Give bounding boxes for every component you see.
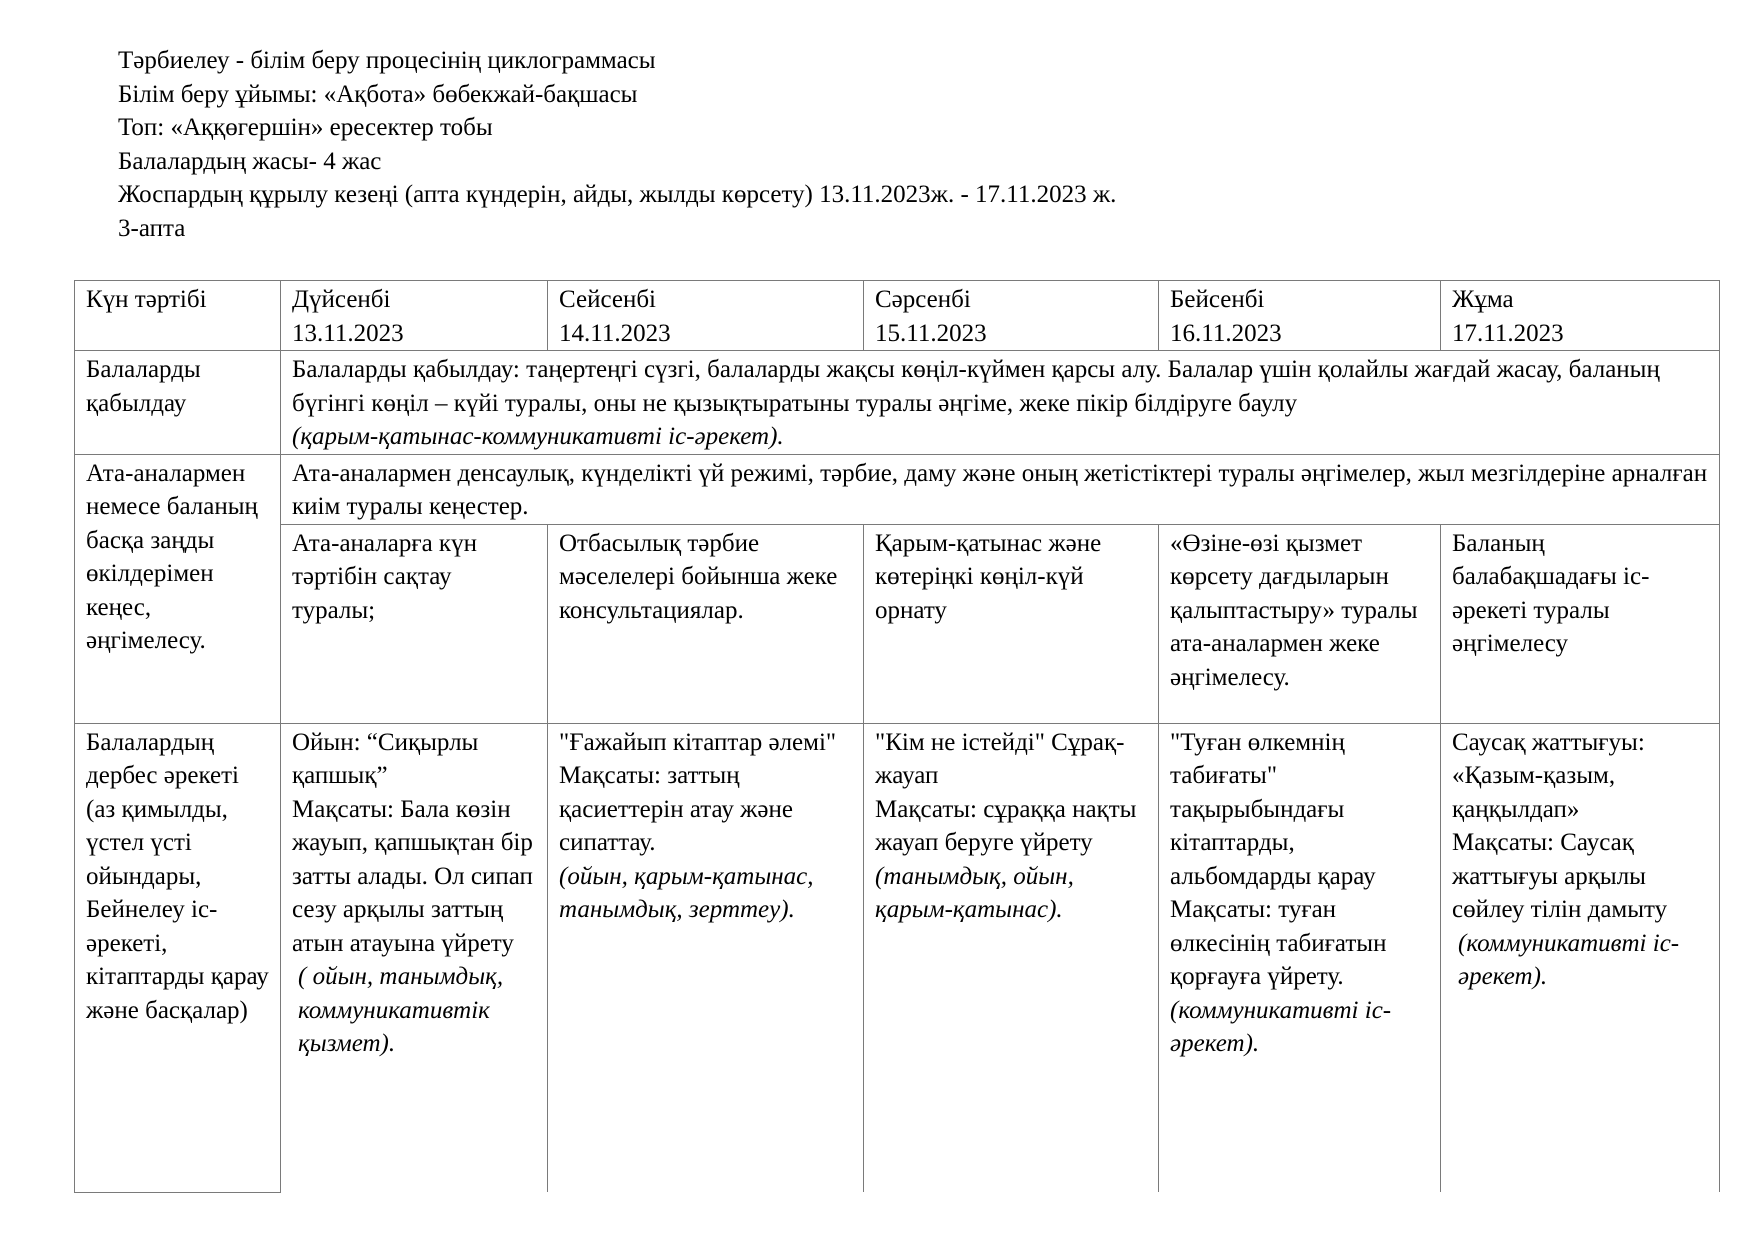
day-date: 15.11.2023 [875, 319, 987, 347]
parents-thursday-cell: «Өзіне-өзі қызмет көрсету дағдыларын қалыптастыру» туралы ата-аналармен жеке әңгімелесу. [1159, 524, 1441, 723]
day-header-friday [1441, 281, 1720, 351]
table-row-activity [75, 723, 1720, 1192]
activity-note: (ойын, қарым-қатынас, танымдық, зерттеу). [559, 862, 814, 923]
activity-goal: Мақсаты: Саусақ жаттығуы арқылы сөйлеу тілін дамыту [1452, 829, 1668, 923]
table-row-reception [75, 351, 1720, 455]
activity-thursday-cell [1159, 723, 1441, 1192]
activity-goal: Мақсаты: заттың қасиеттерін атау және сипаттау. [559, 762, 793, 856]
activity-goal: Мақсаты: туған өлкесінің табиғатын қорғауға үйрету. [1170, 896, 1387, 990]
activity-title: Саусақ жаттығуы: «Қазым-қазым, қаңқылдап» [1452, 728, 1645, 823]
doc-title: Тәрбиелеу - білім беру процесінің циклограммасы [118, 47, 656, 74]
table-row-parents-days [75, 524, 1720, 723]
day-name: Дүйсенбі [292, 286, 391, 313]
day-name: Сәрсенбі [875, 286, 971, 313]
document-header [118, 44, 1116, 245]
activity-title: "Ғажайып кітаптар әлемі" [559, 728, 837, 756]
parents-wednesday-cell: Қарым-қатынас және көтеріңкі көңіл-күй орнату [864, 524, 1159, 723]
table-header-row [75, 281, 1720, 351]
activity-goal: Мақсаты: сұраққа нақты жауап беруге үйрету [875, 795, 1137, 856]
table-row-parents [75, 454, 1720, 524]
day-header-tuesday [548, 281, 864, 351]
day-date: 17.11.2023 [1452, 319, 1564, 347]
day-date: 13.11.2023 [292, 319, 404, 347]
day-name: Сейсенбі [559, 286, 656, 313]
parents-monday-cell: Ата-аналарға күн тәртібін сақтау туралы; [281, 524, 548, 723]
activity-note: (коммуникативті іс-әрекет). [1170, 996, 1392, 1057]
activity-title: Ойын: “Сиқырлы қапшық” [292, 728, 479, 789]
activity-title: "Туған өлкемнің табиғаты" тақырыбындағы кітаптарды, альбомдарды қарау [1170, 728, 1376, 890]
organization-line: Білім беру ұйымы: «Ақбота» бөбекжай-бақшасы [118, 80, 638, 108]
reception-cell [281, 351, 1720, 455]
week-line: 3-апта [118, 214, 186, 242]
day-date: 14.11.2023 [559, 319, 671, 347]
day-date: 16.11.2023 [1170, 319, 1282, 347]
activity-tuesday-cell [548, 723, 864, 1192]
activity-note: (танымдық, ойын, қарым-қатынас). [875, 862, 1074, 923]
cyclogram-table [74, 280, 1720, 1193]
row-label-activity: Балалардың дербес әрекеті (аз қимылды, үстел үсті ойындары, Бейнелеу іс-әрекеті, кітаптарды қарау және басқалар) [75, 723, 281, 1192]
reception-text: Балаларды қабылдау: таңертеңгі сүзгі, балаларды жақсы көңіл-күймен қарсы алу. Балалар үшін қолайлы жағдай жасау, баланың бүгінгі көңіл – күйі туралы, оны не қызықтыратыны туралы әңгіме, жеке пікір білдіруге баулу [292, 356, 1660, 417]
activity-monday-cell [281, 723, 548, 1192]
parents-friday-cell: Баланың балабақшадағы іс-әрекеті туралы әңгімелесу [1441, 524, 1720, 723]
day-header-monday [281, 281, 548, 351]
group-line: Топ: «Аққөгершін» ересектер тобы [118, 114, 493, 141]
age-line: Балалардың жасы- 4 жас [118, 147, 382, 175]
day-header-wednesday [864, 281, 1159, 351]
activity-goal: Мақсаты: Бала көзін жауып, қапшықтан бір затты алады. Ол сипап сезу арқылы заттың атын атауына үйрету [292, 795, 533, 957]
parents-tuesday-cell: Отбасылық тәрбие мәселелері бойынша жеке консультациялар. [548, 524, 864, 723]
row-label-parents: Ата-аналармен немесе баланың басқа заңды өкілдерімен кеңес, әңгімелесу. [75, 454, 281, 723]
day-header-thursday [1159, 281, 1441, 351]
row-label-reception: Балаларды қабылдау [75, 351, 281, 455]
reception-note: (қарым-қатынас-коммуникативті іс-әрекет). [292, 423, 784, 450]
day-name: Жұма [1452, 286, 1514, 313]
period-line: Жоспардың құрылу кезеңі (апта күндерін, айды, жылды көрсету) 13.11.2023ж. - 17.11.2023 ж. [118, 181, 1117, 208]
activity-note: ( ойын, танымдық, коммуникативтік қызмет). [298, 963, 504, 1057]
corner-cell: Күн тәртібі [75, 281, 281, 351]
activity-wednesday-cell [864, 723, 1159, 1192]
parents-common-cell: Ата-аналармен денсаулық, күнделікті үй режимі, тәрбие, даму және оның жетістіктері туралы әңгімелер, жыл мезгілдеріне арналған киім туралы кеңестер. [281, 454, 1720, 524]
activity-friday-cell [1441, 723, 1720, 1192]
activity-title: "Кім не істейді" Сұрақ-жауап [875, 728, 1125, 789]
day-name: Бейсенбі [1170, 286, 1265, 313]
activity-note: (коммуникативті іс-әрекет). [1458, 929, 1680, 990]
